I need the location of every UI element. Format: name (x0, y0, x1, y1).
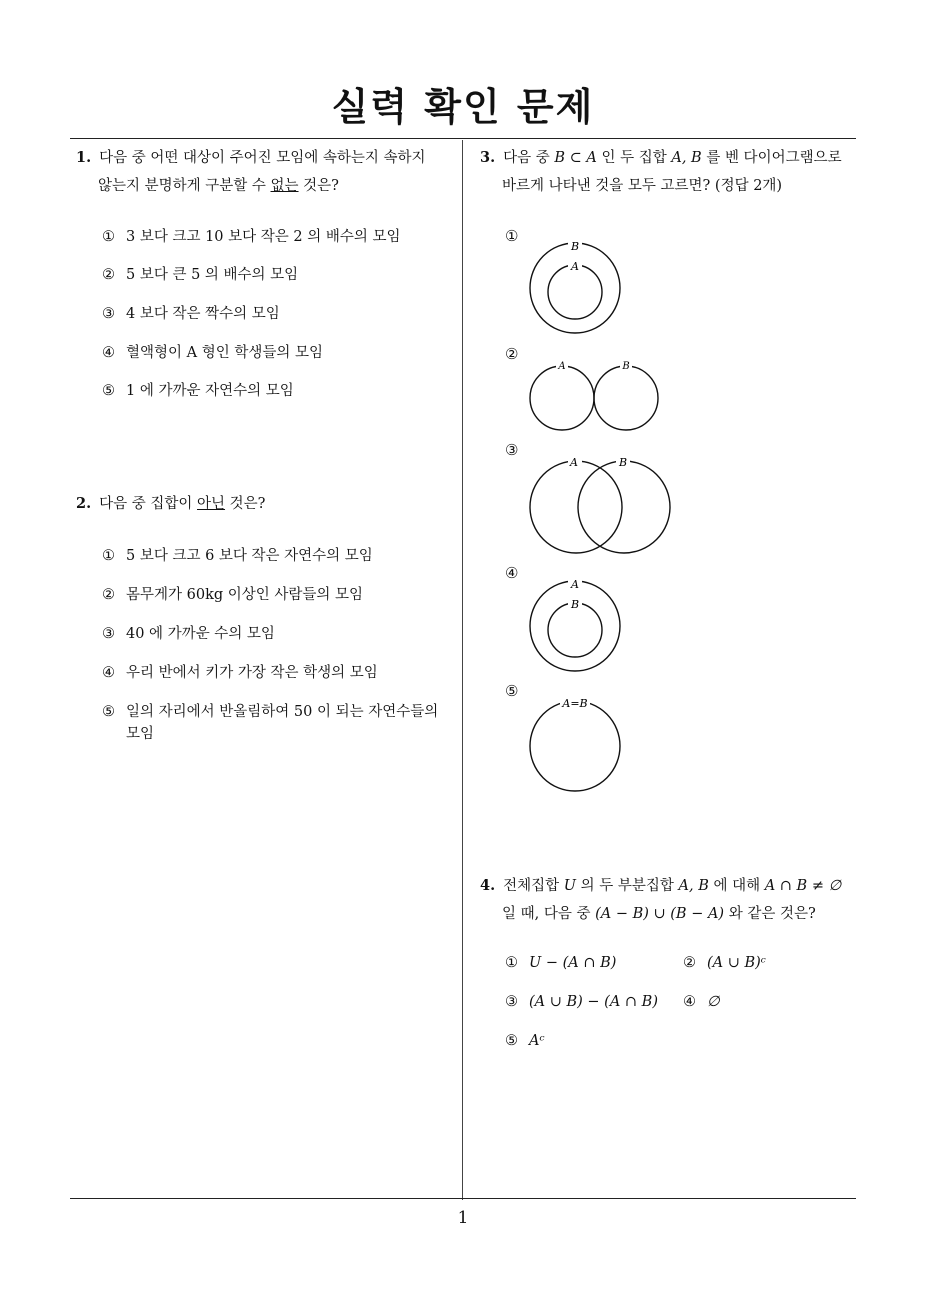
option-mark: ⑤ (102, 704, 115, 720)
q2-option-2[interactable] (102, 584, 363, 606)
option-text: 3 보다 크고 10 보다 작은 2 의 배수의 모임 (126, 229, 401, 245)
bottom-rule (70, 1198, 856, 1199)
question-text: 인 두 집합 (596, 150, 672, 166)
option-text-continuation: 모임 (126, 726, 155, 742)
question-text: 전체집합 (503, 878, 564, 894)
question-text-emphasis: 없는 (270, 178, 299, 194)
option-mark: ① (102, 229, 115, 245)
q2-option-1[interactable] (102, 545, 373, 567)
option-mark: ③ (102, 306, 115, 322)
option-text: 40 에 가까운 수의 모임 (126, 626, 275, 642)
q3-option-5-mark[interactable]: ⑤ (505, 682, 519, 700)
q3-option-2-mark[interactable]: ② (505, 345, 519, 363)
q1-option-4[interactable] (102, 342, 323, 364)
question-2 (76, 490, 460, 518)
math-expression: A, B (671, 150, 702, 166)
venn-label-outer: B (570, 240, 580, 253)
option-mark: ⑤ (505, 1033, 518, 1049)
math-expression: U (563, 878, 577, 894)
math-expression: A ∩ B ≠ ∅ (764, 878, 842, 894)
venn-label-left: A (570, 456, 578, 469)
venn-label-right: B (618, 456, 628, 469)
question-4 (480, 872, 880, 928)
option-text: 5 보다 큰 5 의 배수의 모임 (126, 267, 299, 283)
option-mark: ① (505, 955, 518, 971)
option-mark: ② (102, 267, 115, 283)
venn-disjoint (520, 356, 670, 436)
question-text-post: 것은? (225, 496, 266, 512)
question-number: 1. (76, 149, 92, 166)
option-text: U − (A ∩ B) (529, 955, 617, 971)
venn-label-outer: A (571, 578, 579, 591)
question-text: 일 때, 다음 중 (502, 906, 596, 922)
column-divider (462, 140, 463, 1200)
question-text-line2-post: 것은? (298, 178, 339, 194)
question-text: 와 같은 것은? (724, 906, 816, 922)
question-number: 4. (480, 877, 496, 894)
question-number: 3. (480, 149, 496, 166)
q4-option-2[interactable] (683, 952, 766, 974)
option-mark: ② (683, 955, 696, 971)
question-text: 다음 중 (503, 150, 555, 166)
q3-option-4-mark[interactable]: ④ (505, 564, 519, 582)
question-text-line2-pre: 않는지 분명하게 구분할 수 (98, 178, 271, 194)
option-text: 우리 반에서 키가 가장 작은 학생의 모임 (126, 665, 378, 681)
q4-option-3[interactable] (505, 991, 658, 1013)
page-title: 실력 확인 문제 (331, 85, 595, 129)
venn-label-right: B (622, 361, 630, 372)
option-mark: ④ (102, 345, 115, 361)
page-number: 1 (457, 1208, 469, 1228)
question-text: 의 두 부분집합 (576, 878, 679, 894)
option-mark: ③ (102, 626, 115, 642)
option-text: 5 보다 크고 6 보다 작은 자연수의 모임 (126, 548, 373, 564)
option-text: 일의 자리에서 반올림하여 50 이 되는 자연수들의 (126, 704, 439, 720)
q3-option-1-mark[interactable]: ① (505, 227, 519, 245)
q1-option-5[interactable] (102, 380, 294, 402)
q1-option-1[interactable] (102, 226, 400, 248)
math-expression: A, B (678, 878, 709, 894)
question-1 (76, 144, 460, 200)
option-text: (A ∪ B) − (A ∩ B) (529, 994, 658, 1010)
option-text: 혈액형이 A 형인 학생들의 모임 (126, 345, 323, 361)
option-mark: ③ (505, 994, 518, 1010)
venn-label-equal: A=B (562, 697, 588, 710)
q2-option-3[interactable] (102, 623, 275, 645)
q2-option-4[interactable] (102, 662, 378, 684)
q1-option-2[interactable] (102, 264, 298, 286)
option-text: Aᶜ (529, 1033, 545, 1049)
q3-option-3-mark[interactable]: ③ (505, 441, 519, 459)
question-text-pre: 다음 중 집합이 (99, 496, 198, 512)
venn-equal (520, 694, 640, 794)
q4-option-4[interactable] (683, 991, 720, 1013)
option-mark: ② (102, 587, 115, 603)
question-text-line1: 다음 중 어떤 대상이 주어진 모임에 속하는지 속하지 (99, 150, 426, 166)
venn-overlap (520, 452, 680, 557)
question-text-emphasis: 아닌 (197, 496, 226, 512)
math-expression: B ⊂ A (554, 150, 597, 166)
question-text: 를 벤 다이어그램으로 (701, 150, 842, 166)
q4-option-5[interactable] (505, 1030, 545, 1052)
option-mark: ④ (683, 994, 696, 1010)
option-text: 1 에 가까운 자연수의 모임 (126, 383, 294, 399)
venn-label-left: A (558, 361, 566, 372)
option-text: (A ∪ B)ᶜ (707, 955, 766, 971)
venn-label-inner: A (571, 260, 579, 273)
option-mark: ① (102, 548, 115, 564)
option-text: ∅ (707, 994, 720, 1010)
venn-label-inner: B (570, 598, 580, 611)
venn-nested-a-outer (520, 576, 640, 676)
q2-option-5[interactable] (102, 701, 452, 745)
option-text: 4 보다 작은 짝수의 모임 (126, 306, 280, 322)
option-text: 몸무게가 60kg 이상인 사람들의 모임 (126, 587, 364, 603)
question-text: 에 대해 (708, 878, 765, 894)
q4-option-1[interactable] (505, 952, 616, 974)
option-mark: ⑤ (102, 383, 115, 399)
question-text-line2: 바르게 나타낸 것을 모두 고르면? (정답 2개) (502, 178, 783, 194)
option-mark: ④ (102, 665, 115, 681)
question-3 (480, 144, 880, 200)
top-rule (70, 138, 856, 139)
question-number: 2. (76, 495, 92, 512)
venn-nested-b-outer (520, 238, 640, 338)
q1-option-3[interactable] (102, 303, 280, 325)
math-expression: (A − B) ∪ (B − A) (595, 906, 725, 922)
